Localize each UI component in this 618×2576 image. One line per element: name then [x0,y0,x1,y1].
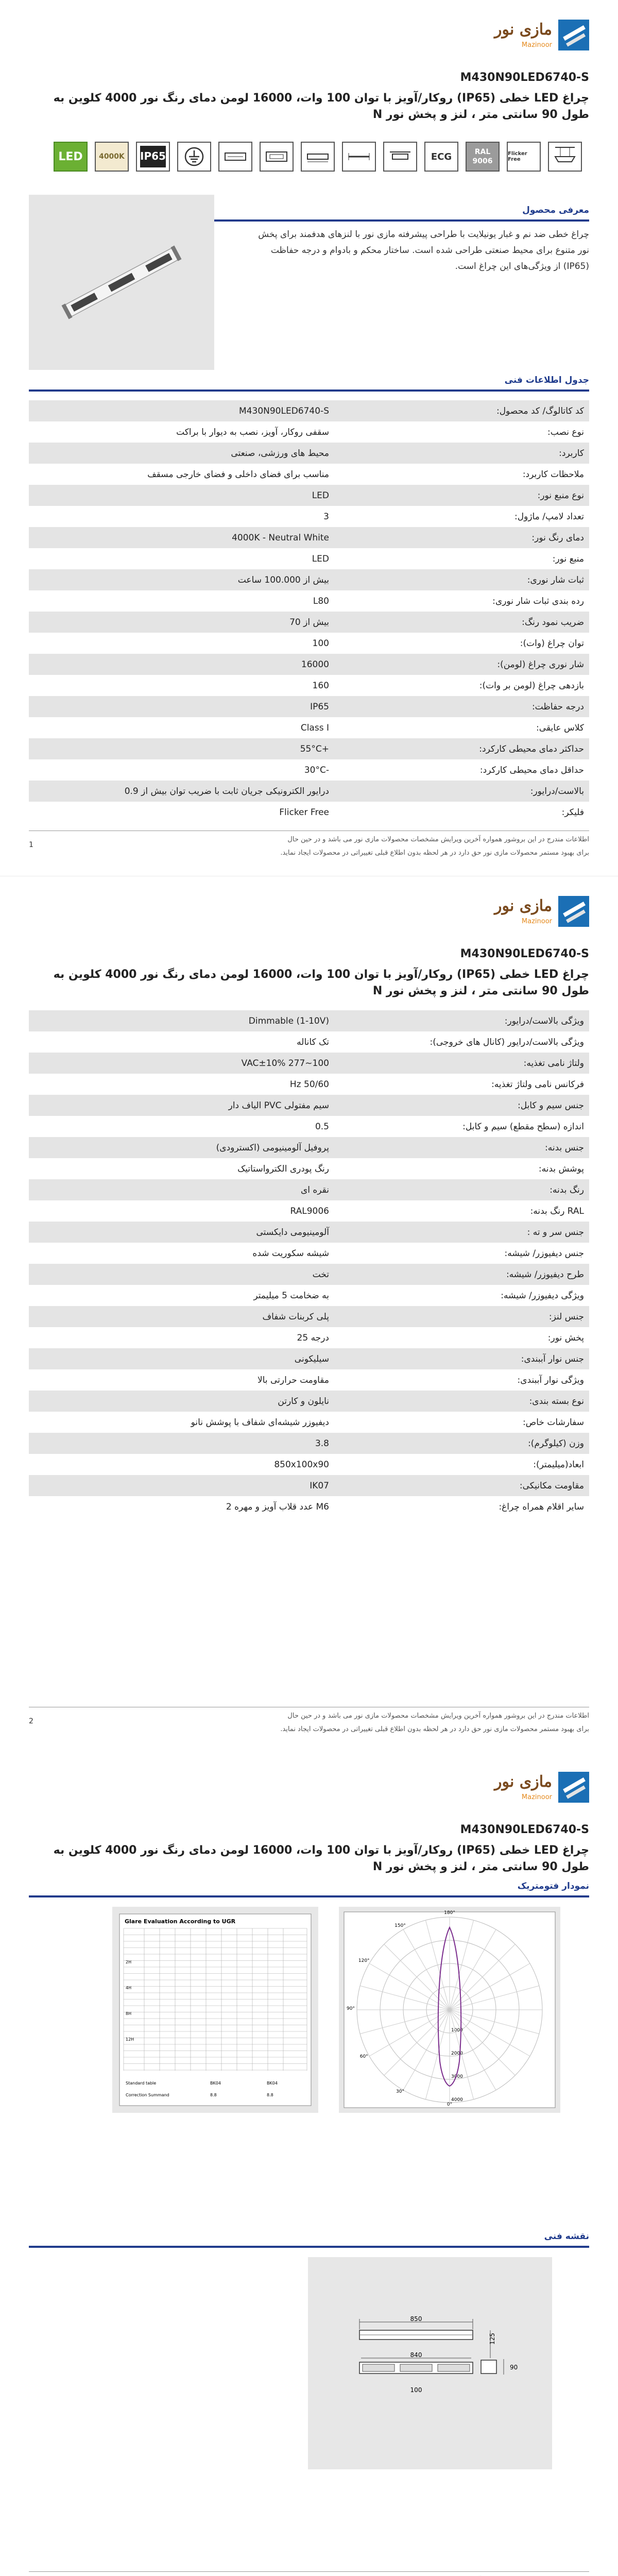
dim-height: 90 [510,2364,518,2371]
footer-page-2 [29,1707,589,1743]
spec-row [29,1010,589,1031]
spec-label: فرکانس نامی ولتاژ تغذیه: [334,1074,589,1095]
dimension-icon-1 [218,142,252,172]
ugr-footer-value-4: 8.8 [267,2093,273,2097]
logo-text: مازی نور [494,21,552,39]
spec-value: Flicker Free [29,802,334,823]
dim-inner-length: 840 [410,2351,422,2359]
spec-value: دیفیوزر شیشه‌ای شفاف با پوشش نانو [29,1412,334,1433]
spec-label: توان چراغ (وات): [334,633,589,654]
spec-label: حداقل دمای محیطی کارکرد: [334,759,589,781]
spec-label: نوع منبع نور: [334,485,589,506]
spec-label: کاربرد: [334,443,589,464]
ip65-label: IP65 [140,150,166,162]
spec-value: شیشه سکوریت شده [29,1243,334,1264]
spec-value: بیش از 70 [29,612,334,633]
spec-row [29,1369,589,1391]
spec-label: ویژگی دیفیوزر/ شیشه: [334,1285,589,1306]
spec-row [29,802,589,823]
flicker-free-icon: Flicker Free [507,142,541,172]
spec-row [29,759,589,781]
footer-note-1: اطلاعات مندرج در این بروشور همواره آخرین ویرایش مشخصات محصولات مازی نور می باشد و در حین حال [287,1712,589,1720]
spec-label: طرح دیفیوزر/ شیشه: [334,1264,589,1285]
spec-value: M430N90LED6740-S [29,400,334,421]
spec-row [29,696,589,717]
spec-value: 3.8 [29,1433,334,1454]
spec-row [29,1179,589,1200]
product-title: چراغ LED خطی (IP65) روکار/آویز با توان 100 وات، 16000 لومن دمای رنگ نور 4000 کلوین به طول 90 سانتی متر ، لنز و پخش نور N [53,92,589,121]
spec-value: -30°C [29,759,334,781]
polar-angle-label: 30° [396,2089,404,2095]
spec-row [29,1074,589,1095]
spec-label: پوشش بدنه: [334,1158,589,1179]
spec-row [29,443,589,464]
spec-row [29,527,589,548]
spec-value: درجه 25 [29,1327,334,1348]
spec-row [29,1327,589,1348]
spec-label: سفارشات خاص: [334,1412,589,1433]
spec-label: بازدهی چراغ (لومن بر وات): [334,675,589,696]
footer-note-2: برای بهبود مستمر محصولات مازی نور حق دارد در هر لحظه بدون اطلاع قبلی تغییراتی در محصولات ایجاد نماید. [280,1725,589,1733]
spec-label: ابعاد(میلیمتر): [334,1454,589,1475]
dim-length: 850 [410,2315,422,2323]
technical-drawing [308,2257,552,2469]
spec-label: RAL رنگ بدنه: [334,1200,589,1222]
spec-row [29,738,589,759]
spec-value: IP65 [29,696,334,717]
polar-angle-label: 120° [358,1958,370,1963]
spec-label: اندازه (سطح مقطع) سیم و کابل: [334,1116,589,1137]
spec-row [29,717,589,738]
spec-row [29,1031,589,1053]
spec-row [29,1475,589,1496]
product-photo [29,195,214,370]
brand-logo [471,20,589,56]
spec-row [29,400,589,421]
polar-ring-label: 1000 [451,2028,463,2033]
surface-mount-icon [383,142,417,172]
spec-value: 850x100x90 [29,1454,334,1475]
cct-4000k-icon: 4000K [95,142,129,172]
spec-label: پخش نور: [334,1327,589,1348]
spec-row [29,1053,589,1074]
spec-value: مناسب برای فضای داخلی و فضای خارجی مسقف [29,464,334,485]
spec-row [29,1496,589,1517]
spec-label: نوع بسته بندی: [334,1391,589,1412]
ugr-title: Glare Evaluation According to UGR [125,1918,236,1925]
spec-value: 4000K - Neutral White [29,527,334,548]
spec-row [29,569,589,590]
spec-row [29,464,589,485]
spec-row [29,590,589,612]
spec-value: M6 عدد قلاب آویز و مهره 2 [29,1496,334,1517]
spec-row [29,654,589,675]
logo-subtext: Mazinoor [521,918,552,925]
spec-table-page-2 [29,1010,589,1517]
ugr-row-label: 8H [126,2011,132,2016]
spec-heading-line [29,389,589,392]
spec-value: Dimmable (1-10V) [29,1010,334,1031]
page-3 [0,1752,618,2576]
photometric-heading-line [29,1895,589,1897]
spec-value: تک کاناله [29,1031,334,1053]
polar-diagram [339,1907,560,2113]
logo-mark-icon [558,20,589,50]
spec-value: LED [29,485,334,506]
spec-value: مقاومت حرارتی بالا [29,1369,334,1391]
spec-value: سقفی روکار، آویز، نصب به دیوار با براکت [29,421,334,443]
spec-value: 50/60 Hz [29,1074,334,1095]
spec-row [29,506,589,527]
spec-label: بالاست/درایور: [334,781,589,802]
spec-value: 0.5 [29,1116,334,1137]
brand-logo [471,896,589,932]
product-code: M430N90LED6740-S [460,1823,589,1836]
spec-label: وزن (کیلوگرم): [334,1433,589,1454]
polar-angle-label: 60° [359,2054,368,2059]
footer-page-1 [29,831,589,867]
ugr-row-label: 12H [126,2037,134,2042]
spec-value: نقره ای [29,1179,334,1200]
logo-text: مازی نور [494,1773,552,1791]
polar-angle-label: 150° [394,1923,406,1928]
spec-value: 160 [29,675,334,696]
photometric-heading: نمودار فتومتریک [517,1881,589,1891]
dimension-icon-3 [301,142,335,172]
spec-row [29,1412,589,1433]
spec-row [29,1454,589,1475]
page-2 [0,876,618,1752]
footer-note-1: اطلاعات مندرج در این بروشور همواره آخرین ویرایش مشخصات محصولات مازی نور می باشد و در حین حال [287,836,589,843]
polar-angle-label: 180° [444,1910,455,1916]
polar-ring-label: 4000 [451,2097,463,2103]
polar-ring-label: 3000 [451,2074,463,2079]
spec-row [29,1264,589,1285]
product-title: چراغ LED خطی (IP65) روکار/آویز با توان 100 وات، 16000 لومن دمای رنگ نور 4000 کلوین به طول 90 سانتی متر ، لنز و پخش نور N [53,1844,589,1873]
spec-value: IK07 [29,1475,334,1496]
ugr-footer-value-2: BK04 [267,2081,278,2086]
spec-value: LED [29,548,334,569]
drawing-heading: نقشه فنی [544,2231,589,2242]
ugr-footer-label-1: Standard table [126,2081,157,2086]
ugr-table-image [112,1907,318,2113]
dim-width: 100 [410,2386,422,2394]
polar-angle-label: 0° [447,2102,453,2107]
spec-label: ویژگی نوار آببندی: [334,1369,589,1391]
spec-label: کلاس عایقی: [334,717,589,738]
footer-page-3 [29,2571,589,2576]
spec-label: جنس سیم و کابل: [334,1095,589,1116]
pendant-mount-icon [548,142,582,172]
spec-value: آلومینیومی دایکستی [29,1222,334,1243]
spec-value: تخت [29,1264,334,1285]
spec-label: ولتاژ نامی تغذیه: [334,1053,589,1074]
logo-subtext: Mazinoor [521,1793,552,1801]
page-1 [0,0,618,876]
spec-row [29,1348,589,1369]
spec-label: سایر اقلام همراه چراغ: [334,1496,589,1517]
spec-label: منبع نور: [334,548,589,569]
spec-label: رنگ بدنه: [334,1179,589,1200]
dimension-icon-2 [260,142,294,172]
logo-subtext: Mazinoor [521,41,552,49]
spec-label: درجه حفاظت: [334,696,589,717]
led-icon: LED [54,142,88,172]
spec-row [29,1116,589,1137]
page-number: 1 [29,841,33,849]
product-code: M430N90LED6740-S [460,947,589,960]
spec-label: فلیکر: [334,802,589,823]
spec-row [29,421,589,443]
spec-label: جنس لنز: [334,1306,589,1327]
spec-row [29,1243,589,1264]
dimension-icon-4 [342,142,376,172]
ugr-footer-value-3: 8.8 [210,2093,217,2097]
spec-value: 100 [29,633,334,654]
spec-row [29,1200,589,1222]
spec-row [29,485,589,506]
spec-label: شار نوری چراغ (لومن): [334,654,589,675]
spec-value: 16000 [29,654,334,675]
drawing-heading-line [29,2246,589,2248]
logo-text: مازی نور [494,897,552,915]
spec-value: پلی کربنات شفاف [29,1306,334,1327]
spec-value: +55°C [29,738,334,759]
polar-ring-label: 2000 [451,2051,463,2056]
spec-label: حداکثر دمای محیطی کارکرد: [334,738,589,759]
spec-value: Class I [29,717,334,738]
spec-value: بیش از 100.000 ساعت [29,569,334,590]
spec-label: ضریب نمود رنگ: [334,612,589,633]
footer-note-2: برای بهبود مستمر محصولات مازی نور حق دارد در هر لحظه بدون اطلاع قبلی تغییراتی در محصولات ایجاد نماید. [280,849,589,857]
logo-mark-icon [558,1772,589,1803]
spec-label: ثبات شار نوری: [334,569,589,590]
spec-row [29,1433,589,1454]
spec-value: سیلیکونی [29,1348,334,1369]
intro-heading-line [214,219,589,222]
dim-bracket: 125 [489,2333,496,2345]
spec-label: نوع نصب: [334,421,589,443]
spec-value: 3 [29,506,334,527]
spec-value: RAL9006 [29,1200,334,1222]
spec-label: جنس دیفیوزر/ شیشه: [334,1243,589,1264]
spec-row [29,675,589,696]
spec-row [29,1095,589,1116]
ugr-footer-label-2: Correction Summand [126,2093,169,2097]
product-code: M430N90LED6740-S [460,71,589,84]
spec-label: کد کاتالوگ/ کد محصول: [334,400,589,421]
spec-label: ویژگی بالاست/درایور: [334,1010,589,1031]
ugr-row-label: 2H [126,1960,132,1964]
spec-label: رده بندی ثبات شار نوری: [334,590,589,612]
polar-angle-label: 90° [347,2006,355,2011]
spec-label: ملاحظات کاربرد: [334,464,589,485]
spec-row [29,612,589,633]
spec-value: سیم مفتولی PVC الیاف دار [29,1095,334,1116]
intro-heading: معرفی محصول [522,205,589,215]
spec-label: جنس بدنه: [334,1137,589,1158]
spec-row [29,1306,589,1327]
logo-mark-icon [558,896,589,927]
spec-value: پروفیل آلومینیومی (اکسترودی) [29,1137,334,1158]
brand-logo [471,1772,589,1808]
spec-row [29,1158,589,1179]
ugr-row-label: 4H [126,1986,132,1990]
spec-heading: جدول اطلاعات فنی [504,375,589,385]
ugr-footer-value-1: BK04 [210,2081,221,2086]
spec-row [29,781,589,802]
spec-value: 100~277 VAC±10% [29,1053,334,1074]
spec-value: رنگ پودری الکترواستاتیک [29,1158,334,1179]
spec-label: ویژگی بالاست/درایور (کانال های خروجی): [334,1031,589,1053]
ecg-icon: ECG [424,142,458,172]
spec-label: تعداد لامپ/ ماژول: [334,506,589,527]
spec-row [29,1285,589,1306]
spec-label: دمای رنگ نور: [334,527,589,548]
spec-label: جنس نوار آببندی: [334,1348,589,1369]
spec-value: درایور الکترونیکی جریان ثابت با ضریب توان بیش از 0.9 [29,781,334,802]
spec-row [29,633,589,654]
spec-value: L80 [29,590,334,612]
ral-9006-icon: RAL 9006 [466,142,500,172]
page-number: 2 [29,1717,33,1725]
spec-row [29,1222,589,1243]
ip65-icon [136,142,170,172]
spec-value: محیط های ورزشی، صنعتی [29,443,334,464]
spec-label: مقاومت مکانیکی: [334,1475,589,1496]
product-title: چراغ LED خطی (IP65) روکار/آویز با توان 100 وات، 16000 لومن دمای رنگ نور 4000 کلوین به طول 90 سانتی متر ، لنز و پخش نور N [53,968,589,997]
spec-row [29,548,589,569]
spec-table-page-1 [29,400,589,823]
spec-row [29,1137,589,1158]
intro-text: چراغ خطی ضد نم و غبار یونیلایت با طراحی پیشرفته مازی نور با لنزهای هدفمند برای پخش نور متنوع برای محیط صنعتی طراحی شده است. ساختار محکم و بادوام و درجه حفاظت (IP65) از ویژگی‌های این چراغ است. [258,229,589,272]
spec-row [29,1391,589,1412]
spec-label: جنس سر و ته : [334,1222,589,1243]
spec-value: به ضخامت 5 میلیمتر [29,1285,334,1306]
ground-icon [177,142,211,172]
feature-icons [54,142,582,172]
spec-value: نایلون و کارتن [29,1391,334,1412]
